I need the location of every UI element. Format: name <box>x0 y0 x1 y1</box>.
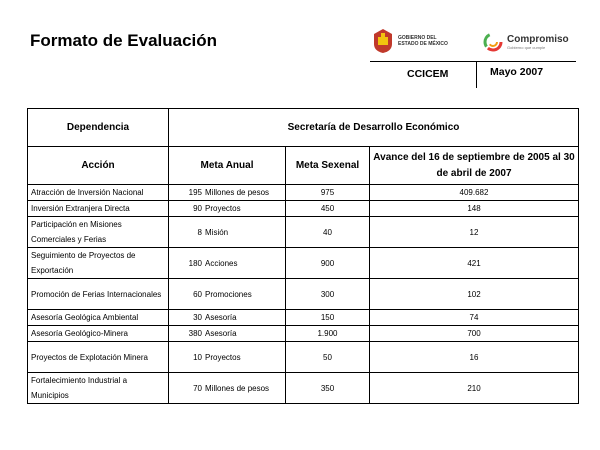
cell-avance: 700 <box>370 326 579 342</box>
cell-meta-anual <box>169 201 286 217</box>
org-code: CCICEM <box>407 68 449 80</box>
meta-unit: Acciones <box>205 258 238 268</box>
dependencia-row <box>28 109 579 147</box>
meta-unit: Proyectos <box>205 352 241 362</box>
meta-unit: Asesoría <box>205 329 237 338</box>
meta-num: 380 <box>188 329 202 338</box>
meta-num: 60 <box>193 289 202 299</box>
cell-meta-sexenal: 40 <box>286 217 370 248</box>
col-header-meta-anual: Meta Anual <box>169 147 286 185</box>
cell-meta-sexenal: 975 <box>286 185 370 201</box>
cell-meta-sexenal: 900 <box>286 248 370 279</box>
compromiso-tagline: Gobierno que cumple <box>507 44 546 50</box>
table-row <box>28 310 579 326</box>
cell-accion: Participación en Misiones Comerciales y Ferias <box>28 217 169 248</box>
col-header-meta-sexenal: Meta Sexenal <box>286 147 370 185</box>
cell-meta-anual <box>169 217 286 248</box>
meta-unit: Millones de pesos <box>205 188 270 197</box>
cell-meta-sexenal: 1.900 <box>286 326 370 342</box>
meta-num: 8 <box>197 227 202 237</box>
cell-accion: Seguimiento de Proyectos de Exportación <box>28 248 169 279</box>
cell-meta-sexenal: 450 <box>286 201 370 217</box>
state-seal-icon <box>372 28 394 54</box>
table-row <box>28 248 579 279</box>
page-title: Formato de Evaluación <box>30 31 218 50</box>
table-row <box>28 279 579 310</box>
col-header-accion: Acción <box>28 147 169 185</box>
meta-unit: Promociones <box>205 289 252 299</box>
cell-accion: Fortalecimiento Industrial a Municipios <box>28 373 169 404</box>
table-row <box>28 342 579 373</box>
cell-meta-anual <box>169 326 286 342</box>
cell-meta-anual <box>169 185 286 201</box>
cell-accion: Asesoría Geológica Ambiental <box>28 310 169 326</box>
dependencia-value: Secretaría de Desarrollo Económico <box>169 109 579 147</box>
meta-num: 30 <box>193 313 202 322</box>
cell-avance: 409.682 <box>370 185 579 201</box>
cell-accion: Asesoría Geológico-Minera <box>28 326 169 342</box>
dependencia-label: Dependencia <box>28 109 169 147</box>
meta-num: 10 <box>193 352 202 362</box>
compromiso-name: Compromiso <box>507 33 569 45</box>
cell-accion: Promoción de Ferias Internacionales <box>28 279 169 310</box>
gov-logo-line1: GOBIERNO DEL <box>398 35 437 41</box>
cell-avance: 148 <box>370 201 579 217</box>
table-row <box>28 185 579 201</box>
cell-meta-anual <box>169 310 286 326</box>
meta-num: 195 <box>188 188 202 197</box>
cell-avance: 12 <box>370 217 579 248</box>
cell-avance: 74 <box>370 310 579 326</box>
cell-avance: 16 <box>370 342 579 373</box>
header-divider <box>370 61 576 62</box>
table-row <box>28 326 579 342</box>
table-row <box>28 201 579 217</box>
meta-unit: Asesoría <box>205 313 237 322</box>
compromiso-swirl-icon <box>482 31 504 53</box>
cell-meta-sexenal: 50 <box>286 342 370 373</box>
gobierno-estado-mexico-logo <box>372 28 448 54</box>
header-separator <box>476 61 477 88</box>
meta-unit: Proyectos <box>205 204 241 213</box>
meta-num: 90 <box>193 204 202 213</box>
column-header-row <box>28 147 579 185</box>
cell-avance: 210 <box>370 373 579 404</box>
table-row <box>28 373 579 404</box>
cell-accion: Inversión Extranjera Directa <box>28 201 169 217</box>
evaluation-table <box>27 108 579 404</box>
meta-num: 180 <box>188 258 202 268</box>
table-row <box>28 217 579 248</box>
cell-meta-sexenal: 350 <box>286 373 370 404</box>
cell-meta-sexenal: 150 <box>286 310 370 326</box>
cell-avance: 102 <box>370 279 579 310</box>
cell-avance: 421 <box>370 248 579 279</box>
report-date: Mayo 2007 <box>490 66 544 78</box>
meta-unit: Millones de pesos <box>205 383 270 393</box>
col-header-avance: Avance del 16 de septiembre de 2005 al 30 de abril de 2007 <box>370 147 579 185</box>
cell-meta-anual <box>169 279 286 310</box>
meta-num: 70 <box>193 383 202 393</box>
cell-meta-anual <box>169 248 286 279</box>
cell-meta-anual <box>169 373 286 404</box>
cell-accion: Proyectos de Explotación Minera <box>28 342 169 373</box>
cell-meta-sexenal: 300 <box>286 279 370 310</box>
gov-logo-line2: ESTADO DE MÉXICO <box>398 41 448 47</box>
meta-unit: Misión <box>205 227 229 237</box>
compromiso-logo <box>482 31 569 53</box>
cell-meta-anual <box>169 342 286 373</box>
cell-accion: Atracción de Inversión Nacional <box>28 185 169 201</box>
